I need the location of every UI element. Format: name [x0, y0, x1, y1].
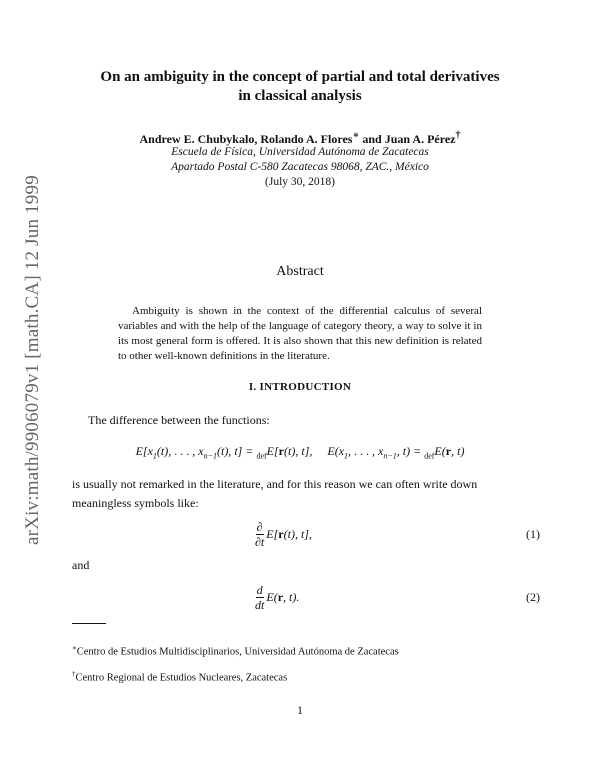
- authors-first: Andrew E. Chubykalo, Rolando A. Flores: [139, 132, 353, 146]
- affiliation-address: Apartado Postal C-580 Zacatecas 98068, ZAC., México: [171, 161, 429, 173]
- affiliation-school: Escuela de Física, Universidad Autónoma de Zacatecas: [171, 146, 429, 158]
- page-number: 1: [297, 703, 303, 717]
- display-equation-definitions: $E[x_1(t)$, . . . , $x_{n-1}(t)$, t] = $_{def}$E[r(t), t], $E(x_1$, . . . , $x_{n-1}$, t) = $_{def}$E(r, t): [135, 444, 465, 461]
- abstract-text: Ambiguity is shown in the context of the differential calculus of several variables and with the help of the language of category theory, a way to solve it in its most general form is offered. It is also shown that this new definition is related to other well-known definitions in the literature.: [118, 305, 482, 362]
- body-paragraph-2: is usually not remarked in the literature, and for this reason we can often write down meaningless symbols like:: [72, 477, 478, 510]
- def-subscript-1: def: [256, 451, 267, 461]
- equation-1: $\frac{\partial}{\partial t}$ E[r(t), t], (1): [255, 519, 540, 549]
- footnote-2-mark: †: [72, 670, 76, 678]
- footnote-1: [72, 642, 532, 659]
- authors-separator: and: [359, 132, 385, 146]
- footnote-1-mark: ∗: [72, 644, 77, 652]
- footnote-rule: [72, 623, 106, 624]
- title-line-1: On an ambiguity in the concept of partial and total derivatives: [100, 69, 500, 85]
- abstract-heading: Abstract: [276, 264, 324, 279]
- footnote-mark-star: ∗: [352, 130, 360, 141]
- section-heading: I. INTRODUCTION: [248, 381, 352, 393]
- footnote-mark-dagger: †: [455, 130, 461, 141]
- equation-2-number: (2): [526, 590, 540, 604]
- def-subscript-2: def: [424, 451, 435, 461]
- body-paragraph-1: The difference between the functions:: [88, 413, 270, 427]
- arxiv-identifier: arXiv:math/9906079v1 [math.CA] 12 Jun 1999: [22, 175, 43, 545]
- footnote-1-text: Centro de Estudios Multidisciplinarios, Universidad Autónoma de Zacatecas: [76, 646, 399, 658]
- footnote-2-text: Centro Regional de Estudios Nucleares, Zacatecas: [75, 672, 288, 684]
- paper-date: (July 30, 2018): [265, 176, 335, 188]
- footnote-2: [72, 668, 532, 685]
- title-line-2: in classical analysis: [238, 88, 362, 104]
- paper-title: [60, 68, 540, 106]
- body-paragraph-3: and: [72, 558, 90, 572]
- equation-2: $\frac{d}{dt}$ E(r, t). (2): [255, 582, 540, 612]
- author-last: Juan A. Pérez: [384, 132, 456, 146]
- equation-1-number: (1): [526, 527, 540, 541]
